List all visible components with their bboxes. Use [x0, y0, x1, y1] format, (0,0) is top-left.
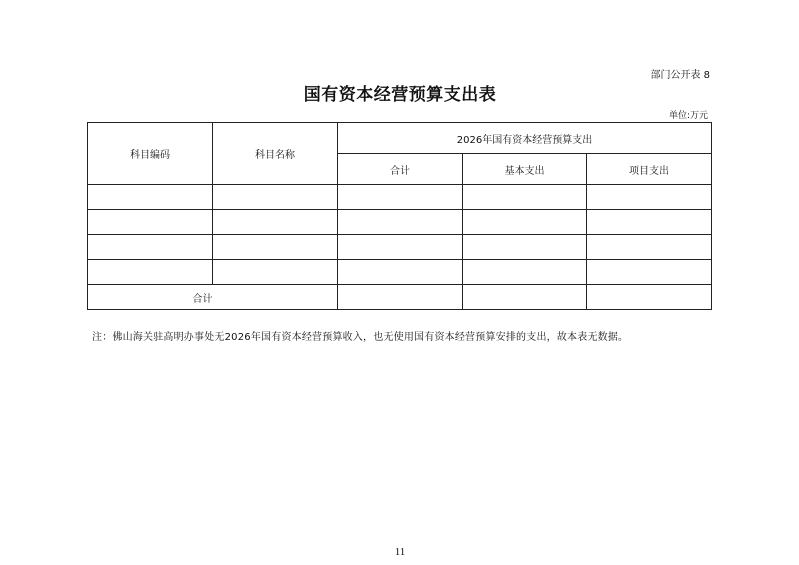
- header-subject-code: 科目编码: [88, 123, 213, 185]
- page-title: 国有资本经营预算支出表: [303, 85, 497, 105]
- cell-basic: [463, 260, 587, 285]
- total-cell-project: [587, 285, 712, 310]
- cell-code: [88, 185, 213, 210]
- unit-label: 单位:万元: [668, 111, 708, 121]
- table-row: [88, 185, 712, 210]
- table-number-label: 部门公开表 8: [650, 70, 710, 81]
- table-total-row: [88, 285, 712, 310]
- cell-total: [338, 260, 463, 285]
- table-row: [88, 210, 712, 235]
- table-row: [88, 260, 712, 285]
- cell-total: [338, 235, 463, 260]
- cell-code: [88, 210, 213, 235]
- cell-project: [587, 210, 712, 235]
- cell-code: [88, 235, 213, 260]
- total-cell-total: [338, 285, 463, 310]
- table-header-row: [88, 123, 712, 154]
- cell-name: [213, 235, 338, 260]
- cell-basic: [463, 235, 587, 260]
- cell-basic: [463, 185, 587, 210]
- cell-name: [213, 210, 338, 235]
- header-subject-name: 科目名称: [213, 123, 338, 185]
- cell-name: [213, 260, 338, 285]
- cell-name: [213, 185, 338, 210]
- table-row: [88, 235, 712, 260]
- cell-project: [587, 235, 712, 260]
- header-expenditure-group: 2026年国有资本经营预算支出: [338, 123, 712, 154]
- footnote: 注：佛山海关驻高明办事处无2026年国有资本经营预算收入，也无使用国有资本经营预算安排的支出，故本表无数据。: [92, 332, 629, 343]
- cell-project: [587, 185, 712, 210]
- header-total: 合计: [338, 154, 463, 185]
- cell-basic: [463, 210, 587, 235]
- cell-total: [338, 210, 463, 235]
- cell-total: [338, 185, 463, 210]
- cell-project: [587, 260, 712, 285]
- total-label: 合计: [88, 285, 338, 310]
- page-number: 11: [394, 546, 406, 558]
- header-basic-expenditure: 基本支出: [463, 154, 587, 185]
- header-project-expenditure: 项目支出: [587, 154, 712, 185]
- total-cell-basic: [463, 285, 587, 310]
- budget-table: [87, 122, 712, 310]
- cell-code: [88, 260, 213, 285]
